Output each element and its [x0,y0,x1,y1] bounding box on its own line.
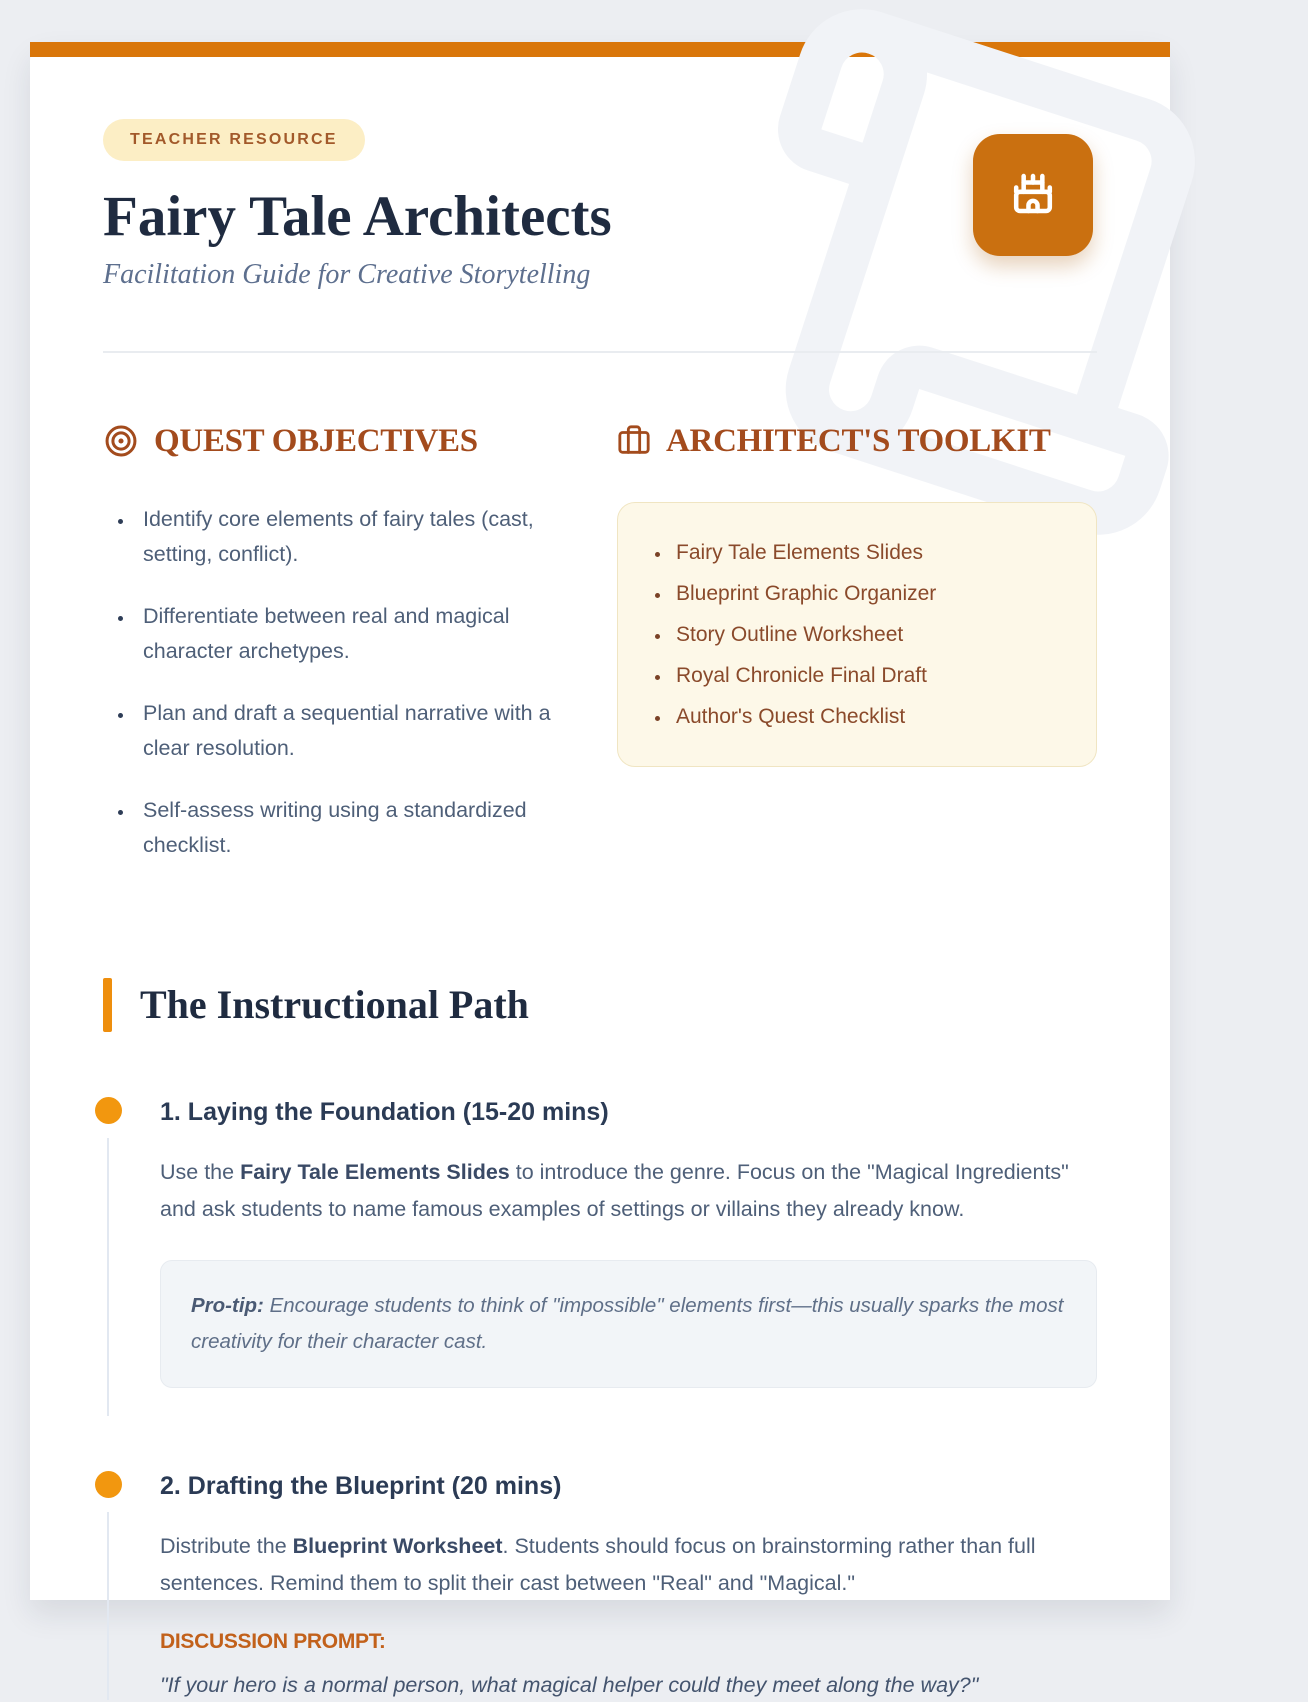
briefcase-icon [617,424,651,458]
heading-accent-bar [103,978,112,1032]
objectives-heading [103,423,583,460]
page-subtitle: Facilitation Guide for Creative Storytelling [103,258,591,290]
pro-tip-text: Encourage students to think of "impossible" elements first—this usually sparks the most creativity for their character cast. [191,1293,1064,1353]
castle-icon [1001,163,1065,227]
timeline-dot [95,1097,122,1124]
timeline-line [107,1138,109,1416]
instructional-path-section [103,978,1097,1702]
accent-top-bar [30,42,1170,57]
toolkit-list [646,539,1068,730]
objectives-heading-label: QUEST OBJECTIVES [154,422,478,459]
toolkit-column [617,423,1097,890]
steps-timeline [95,1098,1097,1702]
path-heading [103,978,1097,1032]
list-item: • Self-assess writing using a standardized checklist. [135,793,583,863]
header-divider [103,351,1097,353]
list-item: • Fairy Tale Elements Slides [672,539,1068,566]
list-item: • Differentiate between real and magical character archetypes. [135,599,583,669]
list-item: • Story Outline Worksheet [672,621,1068,648]
card-content [30,57,1170,1702]
discussion-prompt-label: DISCUSSION PROMPT: [160,1629,386,1653]
page-title: Fairy Tale Architects [103,185,612,248]
step-2-title: 2. Drafting the Blueprint (20 mins) [160,1471,562,1500]
timeline-dot [95,1471,122,1498]
objectives-column [103,423,583,890]
list-item: • Author's Quest Checklist [672,703,1068,730]
step-2-body [160,1528,1090,1602]
resource-card [30,42,1170,1697]
teacher-resource-badge: TEACHER RESOURCE [103,119,365,161]
document-header [103,57,1097,291]
step-1-body-bold: Fairy Tale Elements Slides [240,1159,510,1184]
step-2-body-bold: Blueprint Worksheet [292,1533,503,1558]
step-2 [95,1472,1097,1702]
list-item: • Plan and draft a sequential narrative with a clear resolution. [135,696,583,766]
step-1 [95,1098,1097,1388]
target-icon [103,423,139,459]
toolkit-heading [617,423,1097,460]
step-1-body-post: to introduce the genre. Focus on the "Magical Ingredients" and ask students to name famous examples of settings or villains they already know. [160,1159,1069,1221]
toolkit-box [617,502,1097,767]
step-2-body-post: . Students should focus on brainstorming rather than full sentences. Remind them to split their cast between "Real" and "Magical." [160,1533,1036,1595]
step-1-body-pre: Use the [160,1159,241,1184]
list-item: • Identify core elements of fairy tales (cast, setting, conflict). [135,502,583,572]
castle-icon-box [973,134,1093,256]
objectives-list [103,502,583,863]
step-1-title: 1. Laying the Foundation (15-20 mins) [160,1097,609,1126]
list-item: • Royal Chronicle Final Draft [672,662,1068,689]
pro-tip-label: Pro-tip: [191,1293,264,1317]
path-heading-label: The Instructional Path [140,982,529,1028]
overview-columns [103,423,1097,890]
step-2-body-pre: Distribute the [160,1533,293,1558]
toolkit-heading-label: ARCHITECT'S TOOLKIT [666,422,1051,459]
discussion-prompt-quote: "If your hero is a normal person, what magical helper could they meet along the way?" [160,1672,979,1697]
timeline-line [107,1512,109,1700]
pro-tip-box [160,1260,1097,1388]
step-1-body [160,1154,1090,1228]
list-item: • Blueprint Graphic Organizer [672,580,1068,607]
